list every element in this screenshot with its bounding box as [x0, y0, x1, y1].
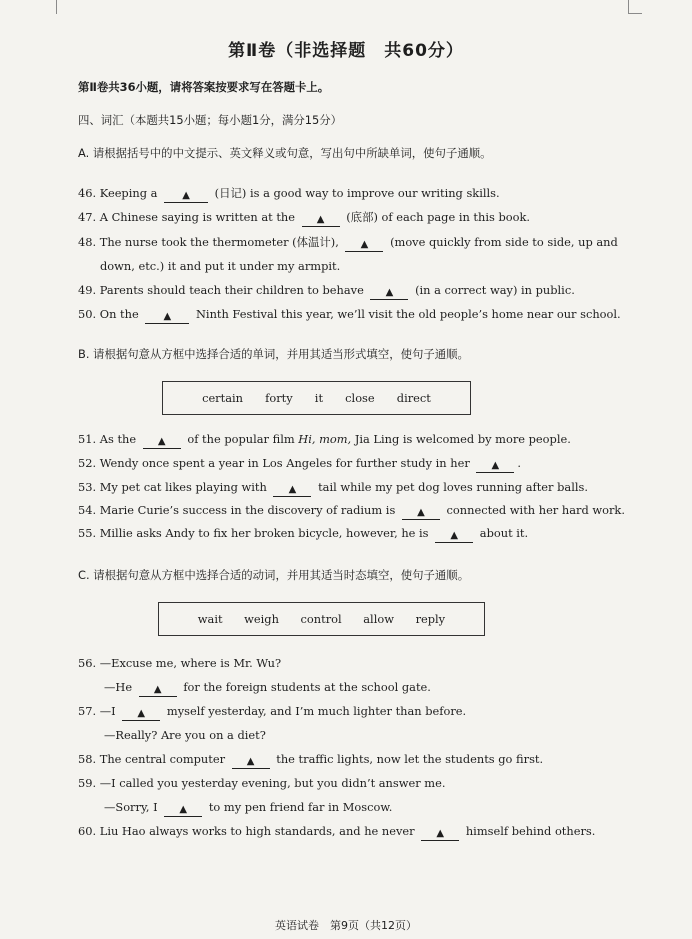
- blank-triangle-icon: ▲: [316, 214, 325, 225]
- blank-triangle-icon: ▲: [450, 530, 459, 541]
- question-text-after: connected with her hard work.: [446, 503, 625, 517]
- blank-triangle-icon: ▲: [491, 460, 500, 471]
- word-box-item: direct: [396, 391, 431, 405]
- question-text-after: (日记) is a good way to improve our writing skills.: [214, 186, 500, 200]
- word-box-item: reply: [415, 612, 446, 626]
- question-57-reply: —Really? Are you on a diet?: [104, 728, 266, 742]
- blank-triangle-icon: ▲: [153, 684, 162, 695]
- question-text-before: Keeping a: [99, 186, 158, 200]
- question-number: 54.: [78, 503, 97, 517]
- question-48-continuation: down, etc.) it and put it under my armpit.: [100, 259, 341, 273]
- question-text-before: —I: [99, 704, 116, 718]
- question-52: [78, 456, 521, 472]
- answer-blank[interactable]: [139, 682, 177, 697]
- word-box-item: certain: [202, 391, 243, 405]
- question-text-before: On the: [99, 307, 139, 321]
- word-box-item: wait: [197, 612, 223, 626]
- blank-triangle-icon: ▲: [436, 828, 445, 839]
- word-box-item: weigh: [244, 612, 279, 626]
- blank-triangle-icon: ▲: [182, 190, 190, 201]
- question-60: [78, 824, 595, 840]
- question-46: [78, 186, 500, 202]
- question-50: [78, 307, 621, 323]
- blank-triangle-icon: ▲: [360, 239, 369, 250]
- blank-triangle-icon: ▲: [246, 756, 255, 767]
- question-text-after: Ninth Festival this year, we’ll visit the old people’s home near our school.: [195, 307, 621, 321]
- question-text-after: about it.: [479, 526, 529, 540]
- question-text-before: —Sorry, I: [104, 800, 158, 814]
- answer-blank[interactable]: [435, 528, 473, 543]
- question-56-answer-line: [104, 680, 431, 696]
- word-box-item: allow: [363, 612, 394, 626]
- question-55: [78, 526, 528, 542]
- crop-mark-right-h: [628, 13, 642, 14]
- question-47: [78, 210, 530, 226]
- blank-triangle-icon: ▲: [137, 708, 146, 719]
- answer-blank[interactable]: [164, 188, 208, 203]
- question-number: 50.: [78, 307, 97, 321]
- word-box-item: close: [345, 391, 375, 405]
- section-four-heading: 四、词汇（本题共15小题；每小题1分，满分15分）: [78, 113, 343, 127]
- word-box-item: it: [314, 391, 324, 405]
- answer-blank[interactable]: [402, 505, 440, 520]
- part-c-instruction: C. 请根据句意从方框中选择合适的动词，并用其适当时态填空，使句子通顺。: [78, 568, 470, 582]
- question-text-after: Jia Ling is welcomed by more people.: [354, 432, 571, 446]
- crop-mark-right: [628, 0, 629, 14]
- question-text-before: As the: [99, 432, 137, 446]
- dialogue-line: —I called you yesterday evening, but you didn’t answer me.: [99, 776, 446, 790]
- question-text-before: A Chinese saying is written at the: [99, 210, 295, 224]
- question-text-after: myself yesterday, and I’m much lighter than before.: [166, 704, 467, 718]
- question-text-before: Wendy once spent a year in Los Angeles for further study in her: [99, 456, 470, 470]
- question-number: 52.: [78, 456, 97, 470]
- blank-triangle-icon: ▲: [163, 311, 172, 322]
- question-number: 56.: [78, 656, 97, 670]
- answer-blank[interactable]: [164, 802, 202, 817]
- answer-blank[interactable]: [143, 434, 181, 449]
- question-49: [78, 283, 575, 299]
- question-text-before: Parents should teach their children to behave: [99, 283, 364, 297]
- word-box-b: [162, 381, 471, 415]
- film-title: Hi, mom,: [298, 432, 352, 446]
- part-a-instruction: A. 请根据括号中的中文提示、英文释义或句意，写出句中所缺单词，使句子通顺。: [78, 146, 492, 160]
- question-text-after: himself behind others.: [465, 824, 596, 838]
- answer-blank[interactable]: [370, 285, 408, 300]
- answer-blank[interactable]: [302, 212, 340, 227]
- question-53: [78, 480, 588, 496]
- question-59: [78, 776, 445, 791]
- word-box-item: forty: [265, 391, 293, 405]
- answer-blank[interactable]: [232, 754, 270, 769]
- question-number: 51.: [78, 432, 97, 446]
- question-54: [78, 503, 625, 519]
- blank-triangle-icon: ▲: [179, 804, 188, 815]
- question-text-after: for the foreign students at the school gate.: [183, 680, 431, 694]
- question-58: [78, 752, 543, 768]
- page-title: 第Ⅱ卷（非选择题 共60分）: [228, 41, 464, 61]
- page-footer: 英语试卷 第9页（共12页）: [275, 919, 417, 932]
- answer-blank[interactable]: [476, 458, 514, 473]
- dialogue-line: —Excuse me, where is Mr. Wu?: [99, 656, 282, 670]
- question-text-before: My pet cat likes playing with: [99, 480, 267, 494]
- question-text-before: Liu Hao always works to high standards, and he never: [99, 824, 415, 838]
- question-59-answer-line: [104, 800, 392, 816]
- blank-triangle-icon: ▲: [385, 287, 394, 298]
- question-text-after: (底部) of each page in this book.: [346, 210, 530, 224]
- question-48: [78, 235, 618, 251]
- question-number: 55.: [78, 526, 97, 540]
- question-text-after: .: [517, 456, 522, 470]
- word-box-item: control: [300, 612, 342, 626]
- question-57: [78, 704, 466, 720]
- question-text-before: —He: [104, 680, 133, 694]
- question-51: [78, 432, 571, 448]
- question-number: 46.: [78, 186, 97, 200]
- question-text-before: Marie Curie’s success in the discovery of radium is: [99, 503, 396, 517]
- question-number: 49.: [78, 283, 97, 297]
- question-text-after: tail while my pet dog loves running after balls.: [318, 480, 588, 494]
- answer-blank[interactable]: [421, 826, 459, 841]
- question-text-before: Millie asks Andy to fix her broken bicycle, however, he is: [99, 526, 429, 540]
- answer-blank[interactable]: [345, 237, 383, 252]
- question-56: [78, 656, 281, 671]
- question-text-before: The central computer: [99, 752, 226, 766]
- blank-triangle-icon: ▲: [288, 484, 297, 495]
- question-text-after: (move quickly from side to side, up and: [390, 235, 618, 249]
- answer-blank[interactable]: [145, 309, 189, 324]
- crop-mark-left: [56, 0, 57, 14]
- question-text-before: The nurse took the thermometer (体温计),: [99, 235, 339, 249]
- answer-blank[interactable]: [273, 482, 311, 497]
- blank-triangle-icon: ▲: [157, 436, 166, 447]
- blank-triangle-icon: ▲: [417, 507, 425, 518]
- question-text-after: the traffic lights, now let the students go first.: [276, 752, 544, 766]
- question-number: 58.: [78, 752, 97, 766]
- question-text-after: to my pen friend far in Moscow.: [208, 800, 393, 814]
- word-box-c: [158, 602, 485, 636]
- question-number: 57.: [78, 704, 97, 718]
- question-text-mid: of the popular film: [187, 432, 295, 446]
- question-number: 59.: [78, 776, 97, 790]
- answer-blank[interactable]: [122, 706, 160, 721]
- question-number: 47.: [78, 210, 97, 224]
- question-number: 48.: [78, 235, 97, 249]
- question-text-after: (in a correct way) in public.: [415, 283, 575, 297]
- part-b-instruction: B. 请根据句意从方框中选择合适的单词，并用其适当形式填空，使句子通顺。: [78, 347, 469, 361]
- question-number: 53.: [78, 480, 97, 494]
- question-number: 60.: [78, 824, 97, 838]
- section-instruction: 第Ⅱ卷共36小题，请将答案按要求写在答题卡上。: [78, 80, 330, 94]
